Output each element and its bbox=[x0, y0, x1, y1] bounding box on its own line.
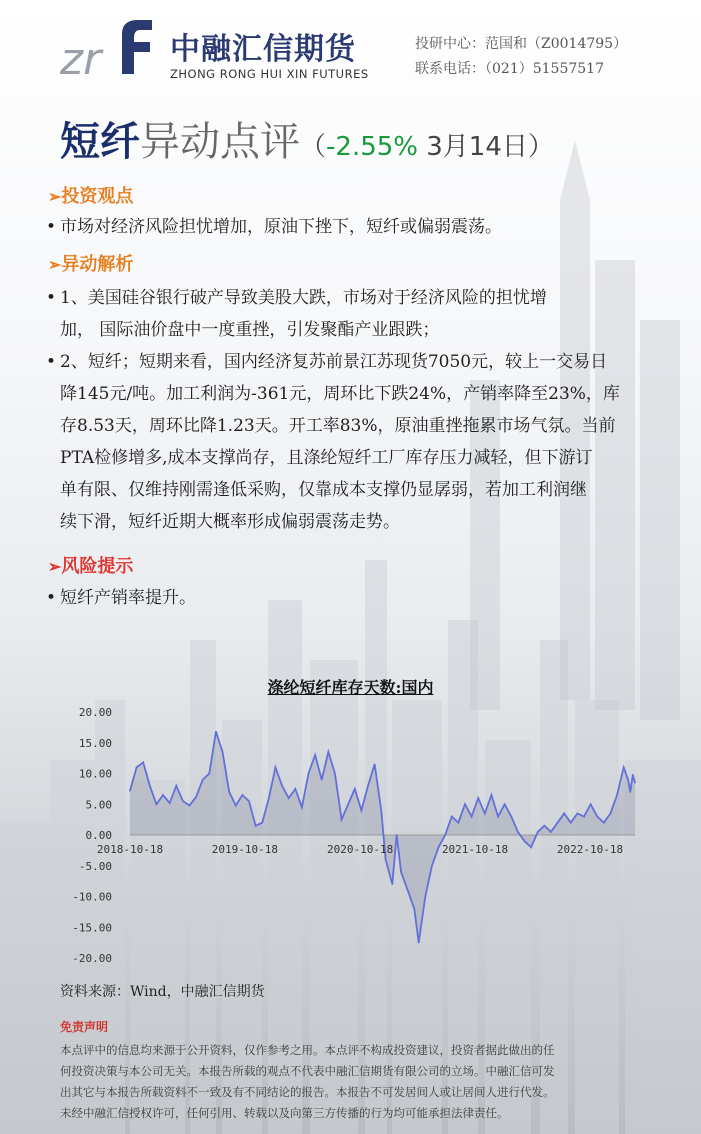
data-point bbox=[510, 816, 512, 818]
section-heading-view-label: 投资观点 bbox=[61, 186, 134, 207]
data-point bbox=[288, 797, 290, 799]
arrow-icon: ➢ bbox=[48, 557, 62, 576]
view-paragraph bbox=[46, 211, 656, 243]
data-point bbox=[347, 803, 349, 805]
analysis-p2-line3: 存8.53天，周环比降1.23天。开工率83%，原油重挫拖累市场气氛。当前 bbox=[60, 416, 616, 436]
data-source: 资料来源：Wind，中融汇信期货 bbox=[60, 984, 265, 1000]
data-point bbox=[477, 797, 479, 799]
data-point bbox=[524, 840, 526, 842]
x-tick-label: 2018-10-18 bbox=[96, 843, 164, 856]
data-point bbox=[248, 800, 250, 802]
x-tick-label: 2022-10-18 bbox=[556, 843, 624, 856]
data-point bbox=[616, 794, 618, 796]
data-point bbox=[596, 816, 598, 818]
section-heading-analysis-label: 异动解析 bbox=[61, 254, 134, 275]
view-text: 市场对经济风险担忧增加，原油下挫下，短纤或偏弱震荡。 bbox=[60, 217, 502, 237]
data-point bbox=[255, 825, 257, 827]
data-point bbox=[149, 785, 151, 787]
data-point bbox=[301, 807, 303, 809]
disclaimer-line: 何投资决策与本公司无关。本报告所载的观点不代表中融汇信期货有限公司的立场。中融汇信可发 bbox=[60, 1064, 555, 1078]
data-point bbox=[577, 813, 579, 815]
data-point bbox=[563, 813, 565, 815]
analysis-p2-line6: 续下滑，短纤近期大概率形成偏弱震荡走势。 bbox=[60, 512, 400, 532]
data-point bbox=[484, 813, 486, 815]
data-point bbox=[129, 790, 131, 792]
section-heading-risk-label: 风险提示 bbox=[61, 556, 134, 577]
data-point bbox=[308, 773, 310, 775]
data-point bbox=[209, 773, 211, 775]
data-point bbox=[497, 816, 499, 818]
contact-info bbox=[415, 32, 627, 82]
data-point bbox=[268, 797, 270, 799]
title-date: 3月14日） bbox=[418, 132, 554, 162]
data-point bbox=[583, 816, 585, 818]
analysis-p2-line5: 单有限、仅维持刚需逢低采购，仅靠成本支撑仍显孱弱，若加工利润继 bbox=[60, 480, 587, 500]
data-point bbox=[603, 822, 605, 824]
data-point bbox=[550, 831, 552, 833]
disclaimer-text bbox=[60, 1040, 650, 1124]
data-point bbox=[632, 774, 634, 776]
bullet-icon: • bbox=[46, 288, 57, 308]
section-heading-view bbox=[48, 182, 133, 208]
data-point bbox=[634, 782, 636, 784]
svg-text:zr: zr bbox=[60, 34, 102, 82]
data-point bbox=[334, 773, 336, 775]
phone-line: 联系电话：（021）51557517 bbox=[415, 61, 604, 77]
data-point bbox=[458, 822, 460, 824]
logo-english-name: ZHONG RONG HUI XIN FUTURES bbox=[170, 67, 369, 81]
report-title bbox=[60, 110, 554, 167]
data-point bbox=[321, 779, 323, 781]
y-tick-label: 15.00 bbox=[78, 736, 112, 750]
data-point bbox=[156, 803, 158, 805]
x-tick-label: 2021-10-18 bbox=[441, 843, 509, 856]
data-point bbox=[328, 751, 330, 753]
data-point bbox=[182, 800, 184, 802]
data-point bbox=[400, 871, 402, 873]
logo-chinese-name: 中融汇信期货 bbox=[170, 32, 356, 67]
disclaimer-line: 未经中融汇信授权许可，任何引用、转载以及向第三方传播的行为均可能承担法律责任。 bbox=[60, 1106, 509, 1120]
data-point bbox=[570, 822, 572, 824]
y-tick-label: 0.00 bbox=[85, 829, 112, 842]
chart-title: 涤纶短纤库存天数:国内 bbox=[267, 678, 434, 697]
analysis-p2-line1: 2、短纤；短期来看，国内经济复苏前景江苏现货7050元，较上一交易日 bbox=[60, 352, 608, 372]
data-point bbox=[391, 883, 393, 885]
data-point bbox=[530, 847, 532, 849]
y-tick-label: -5.00 bbox=[78, 859, 112, 873]
data-point bbox=[162, 794, 164, 796]
data-point bbox=[235, 805, 237, 807]
disclaimer-heading: 免责声明 bbox=[60, 1020, 109, 1034]
data-point bbox=[431, 865, 433, 867]
analyst-line: 投研中心：范国和（Z0014795） bbox=[415, 36, 628, 52]
data-point bbox=[195, 796, 197, 798]
bullet-icon: • bbox=[46, 588, 57, 608]
data-point bbox=[142, 762, 144, 764]
data-point bbox=[261, 822, 263, 824]
title-open-paren: （ bbox=[300, 132, 327, 162]
data-point bbox=[623, 767, 625, 769]
data-point bbox=[275, 767, 277, 769]
analysis-p1-line2: 加， 国际油价盘中一度重挫，引发聚酯产业跟跌； bbox=[60, 320, 440, 340]
analysis-point-2 bbox=[46, 346, 656, 538]
data-point bbox=[281, 785, 283, 787]
title-type: 异动点评 bbox=[140, 119, 300, 165]
data-point bbox=[627, 779, 629, 781]
section-heading-risk bbox=[48, 552, 133, 578]
x-tick-label: 2019-10-18 bbox=[211, 843, 279, 856]
title-change-percent: -2.55% bbox=[326, 132, 418, 162]
data-point bbox=[361, 810, 363, 812]
analysis-p2-line4: PTA检修增多,成本支撑尚存，且涤纶短纤工厂库存压力减轻，但下游订 bbox=[60, 448, 593, 468]
title-product: 短纤 bbox=[60, 119, 140, 165]
data-point bbox=[228, 791, 230, 793]
bullet-icon: • bbox=[46, 217, 57, 237]
section-heading-analysis bbox=[48, 250, 133, 276]
data-point bbox=[202, 779, 204, 781]
data-point bbox=[418, 942, 420, 944]
data-point bbox=[294, 788, 296, 790]
data-point bbox=[189, 805, 191, 807]
company-logo bbox=[60, 12, 380, 82]
analysis-p1-line1: 1、美国硅谷银行破产导致美股大跌，市场对于经济风险的担忧增 bbox=[60, 288, 547, 308]
data-point bbox=[425, 896, 427, 898]
data-point bbox=[242, 794, 244, 796]
data-point bbox=[407, 890, 409, 892]
data-point bbox=[169, 802, 171, 804]
disclaimer-line: 出其它与本报告所载资料不一致及有不同结论的报告。本报告不可发居间人或让居间人进行代发。 bbox=[60, 1085, 555, 1099]
bullet-icon: • bbox=[46, 352, 57, 372]
y-tick-label: -20.00 bbox=[72, 952, 112, 965]
data-point bbox=[517, 831, 519, 833]
data-point bbox=[385, 859, 387, 861]
data-point bbox=[544, 825, 546, 827]
y-tick-label: 5.00 bbox=[85, 798, 112, 812]
data-point bbox=[380, 810, 382, 812]
risk-paragraph bbox=[46, 582, 656, 614]
series-line bbox=[130, 732, 635, 943]
data-point bbox=[215, 731, 217, 733]
data-point bbox=[438, 847, 440, 849]
analysis-point-1 bbox=[46, 282, 656, 346]
data-point bbox=[629, 791, 631, 793]
x-tick-label: 2020-10-18 bbox=[327, 843, 394, 856]
data-point bbox=[354, 788, 356, 790]
y-tick-label: 10.00 bbox=[78, 767, 112, 781]
y-tick-label: 20.00 bbox=[78, 706, 112, 719]
y-tick-label: -15.00 bbox=[72, 921, 112, 935]
data-point bbox=[557, 822, 559, 824]
data-point bbox=[367, 785, 369, 787]
data-point bbox=[504, 803, 506, 805]
y-tick-label: -10.00 bbox=[72, 890, 112, 904]
data-point bbox=[136, 767, 138, 769]
data-point bbox=[491, 794, 493, 796]
zrhx-logo-mark bbox=[60, 12, 160, 82]
data-point bbox=[610, 813, 612, 815]
data-point bbox=[537, 831, 539, 833]
risk-text: 短纤产销率提升。 bbox=[60, 588, 196, 608]
data-point bbox=[314, 754, 316, 756]
data-point bbox=[590, 803, 592, 805]
disclaimer-line: 本点评中的信息均来源于公开资料，仅作参考之用。本点评不构成投资建议，投资者据此做出的任 bbox=[60, 1043, 555, 1057]
data-point bbox=[396, 834, 398, 836]
data-point bbox=[175, 785, 177, 787]
data-point bbox=[374, 763, 376, 765]
data-point bbox=[464, 803, 466, 805]
series-area-fill bbox=[130, 732, 635, 943]
inventory-days-chart bbox=[60, 700, 660, 970]
data-point bbox=[471, 816, 473, 818]
data-point bbox=[444, 834, 446, 836]
data-point bbox=[341, 819, 343, 821]
data-point bbox=[413, 908, 415, 910]
arrow-icon: ➢ bbox=[48, 255, 62, 274]
arrow-icon: ➢ bbox=[48, 187, 62, 206]
data-point bbox=[451, 816, 453, 818]
analysis-p2-line2: 降145元/吨。加工利润为-361元，周环比下跌24%，产销率降至23%，库 bbox=[60, 384, 620, 404]
data-point bbox=[222, 751, 224, 753]
